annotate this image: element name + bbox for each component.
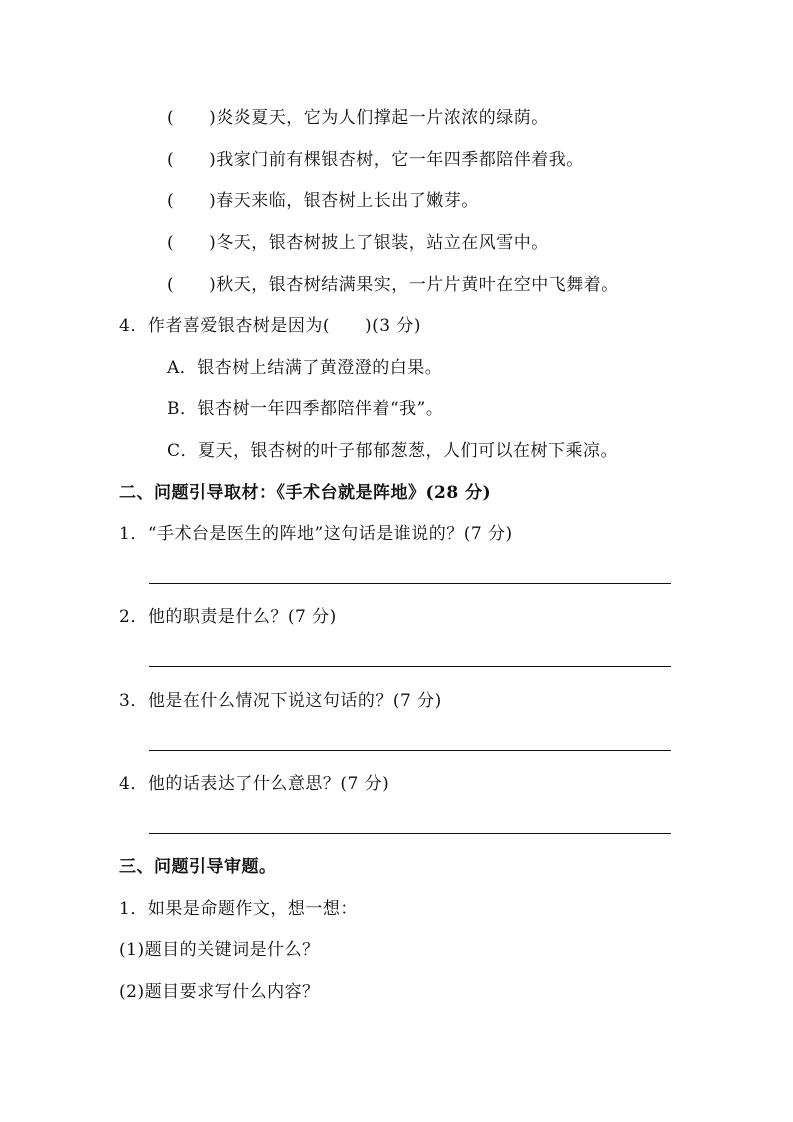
answer-line[interactable]	[149, 833, 671, 834]
answer-line[interactable]	[149, 583, 671, 584]
section-3-sub-question: (2)题目要求写什么内容？	[119, 982, 320, 1002]
section-2-question: 4．他的话表达了什么意思？(7 分)	[119, 774, 390, 794]
section-3-question-1: 1．如果是命题作文，想一想：	[119, 899, 358, 919]
ordering-item: ( )秋天，银杏树结满果实，一片片黄叶在空中飞舞着。	[167, 275, 619, 295]
question-4-stem: 4．作者喜爱银杏树是因为( )(3 分)	[119, 316, 422, 336]
section-2-question: 2．他的职责是什么？(7 分)	[119, 607, 337, 627]
section-2-question: 1．“手术台是医生的阵地”这句话是谁说的？(7 分)	[119, 524, 513, 544]
ordering-item: ( )炎炎夏天，它为人们撑起一片浓浓的绿荫。	[167, 108, 549, 128]
ordering-item: ( )冬天，银杏树披上了银装，站立在风雪中。	[167, 233, 549, 253]
option-a: A．银杏树上结满了黄澄澄的白果。	[167, 358, 443, 378]
section-2-question: 3．他是在什么情况下说这句话的？(7 分)	[119, 691, 442, 711]
section-3-heading: 三、问题引导审题。	[119, 857, 277, 877]
option-b: B．银杏树一年四季都陪伴着“我”。	[167, 399, 444, 419]
section-3-sub-question: (1)题目的关键词是什么？	[119, 940, 320, 960]
ordering-item: ( )春天来临，银杏树上长出了嫩芽。	[167, 191, 479, 211]
ordering-item: ( )我家门前有棵银杏树，它一年四季都陪伴着我。	[167, 150, 584, 170]
option-c: C．夏天，银杏树的叶子郁郁葱葱，人们可以在树下乘凉。	[167, 441, 619, 461]
answer-line[interactable]	[149, 666, 671, 667]
answer-line[interactable]	[149, 750, 671, 751]
section-2-heading: 二、问题引导取材：《手术台就是阵地》(28 分)	[119, 483, 492, 503]
